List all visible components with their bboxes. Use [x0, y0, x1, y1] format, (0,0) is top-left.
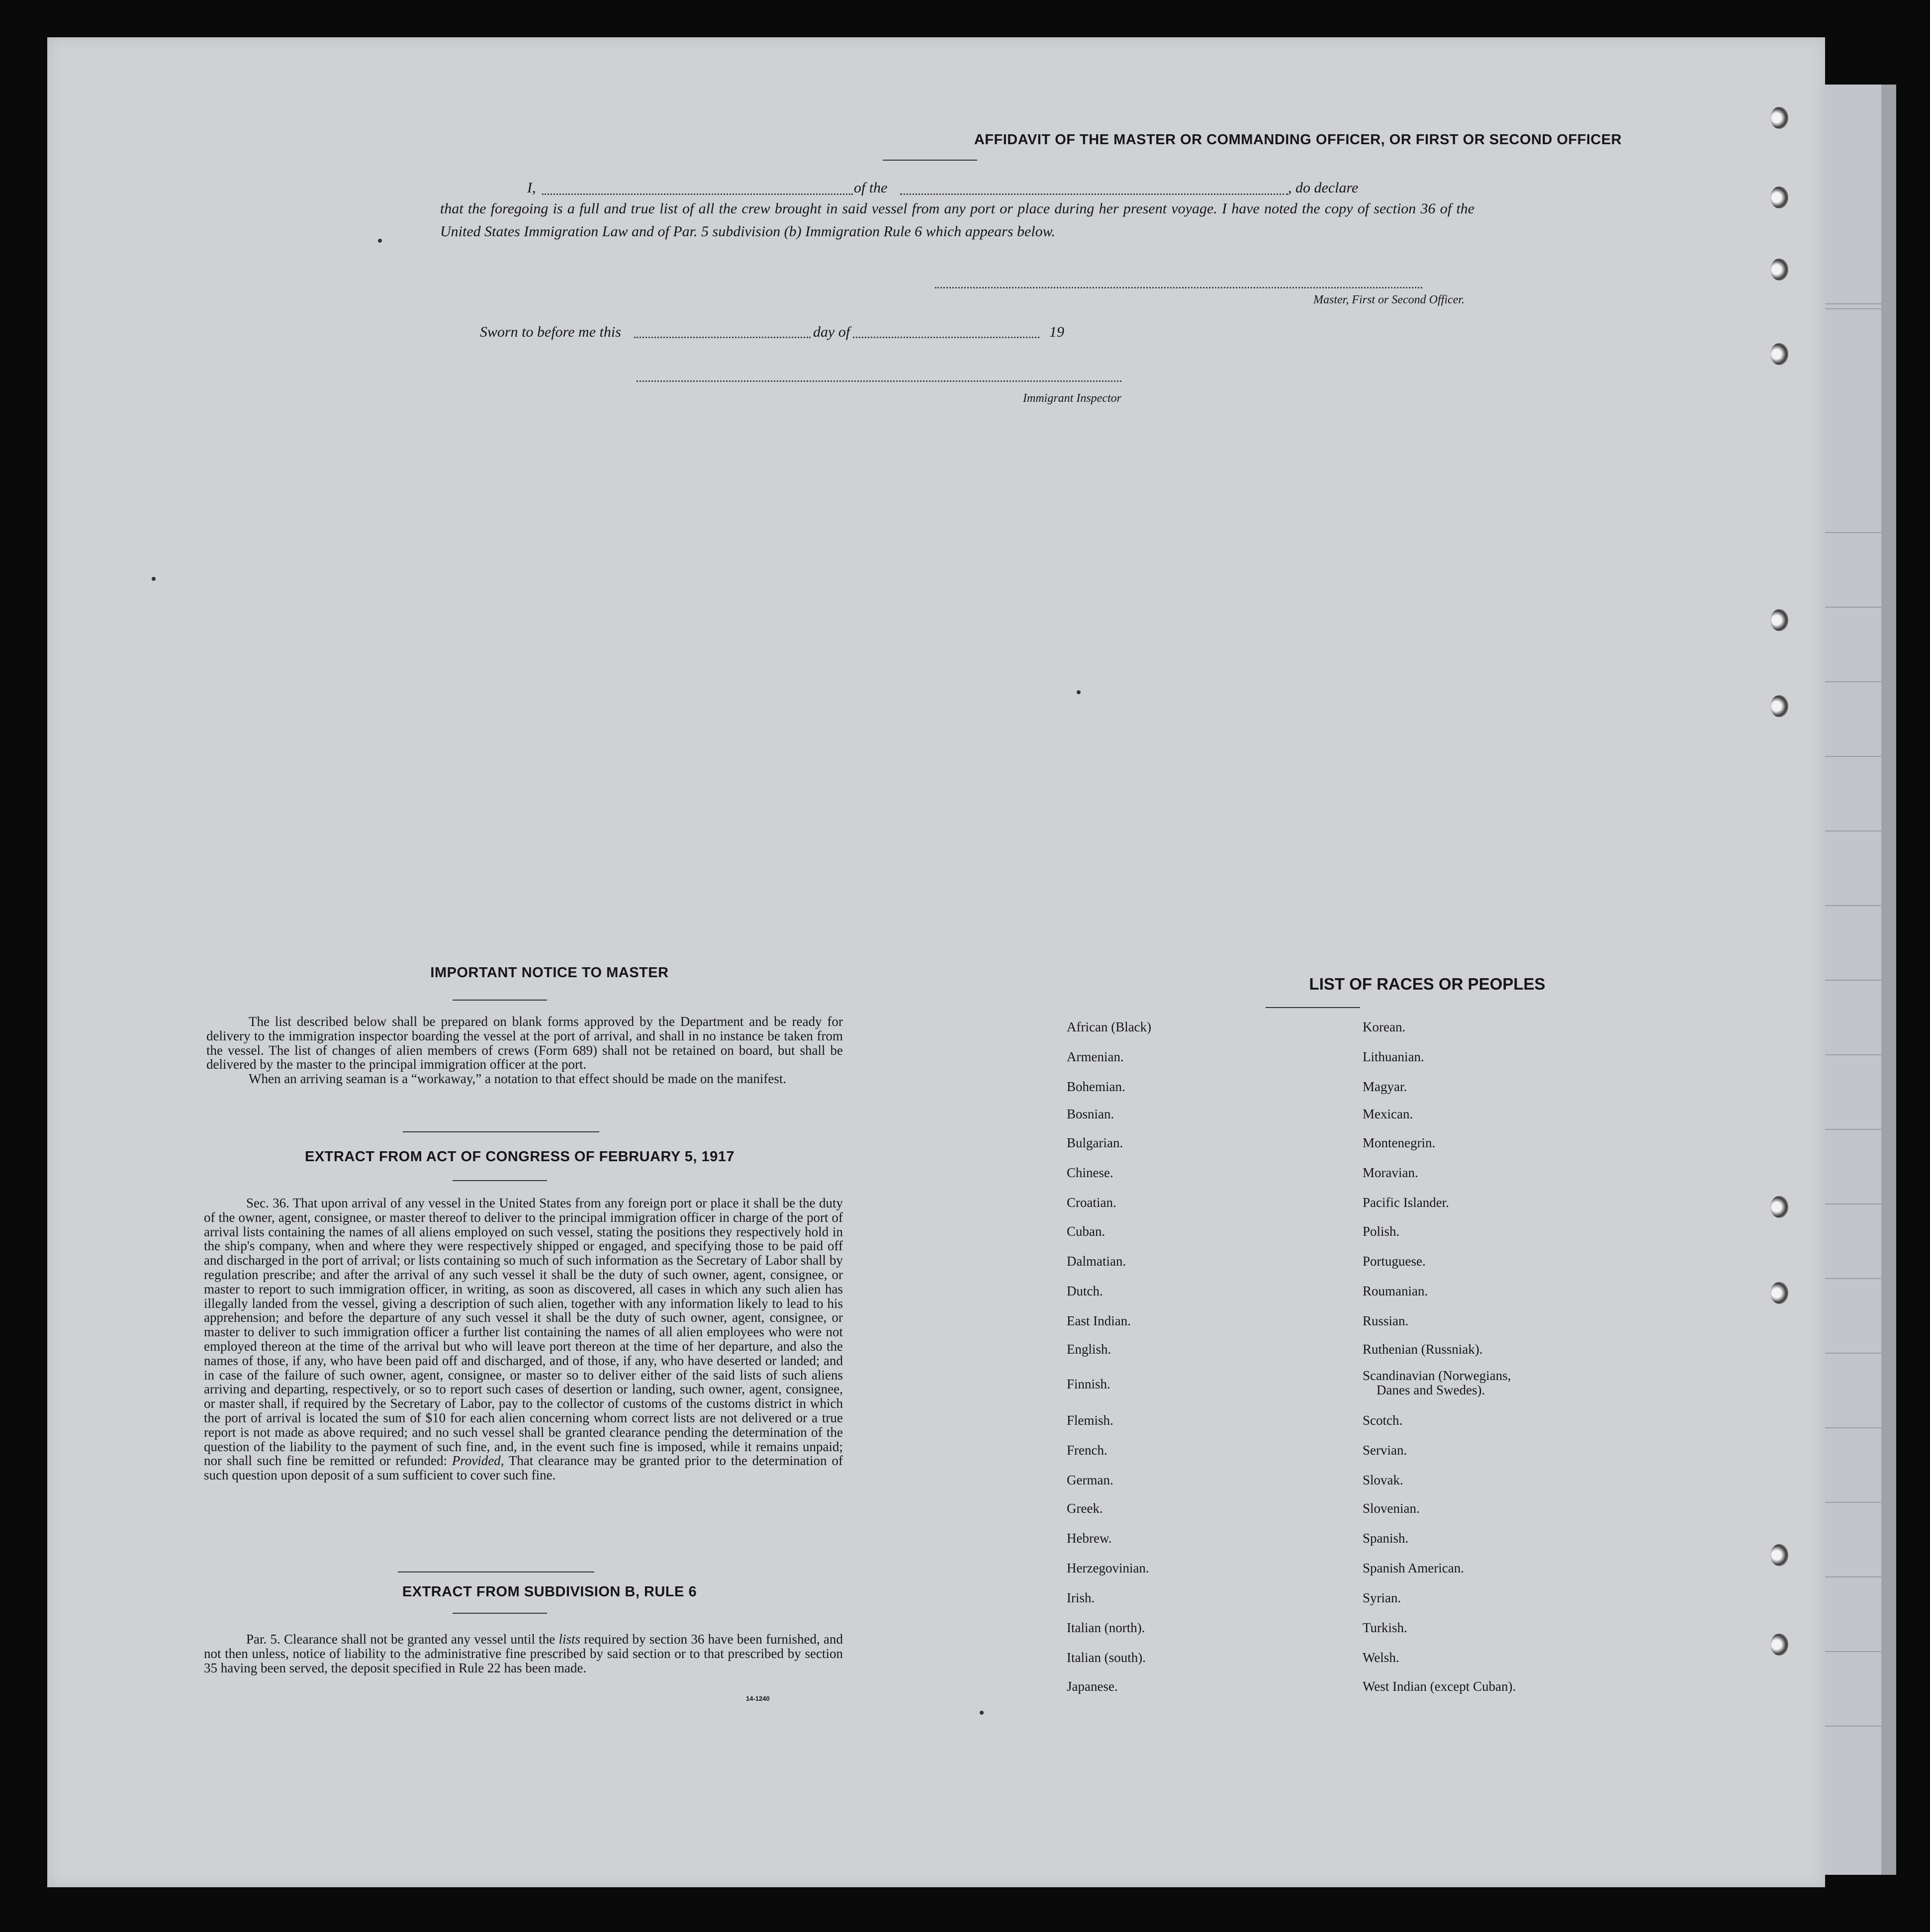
race-item: East Indian. — [1067, 1313, 1131, 1328]
binder-hole — [1770, 695, 1788, 717]
notice-paragraph-2: When an arriving seaman is a “workaway,” a notation to that effect should be made on the manifest. — [249, 1071, 787, 1087]
affidavit-do-declare-label: , do declare — [1288, 180, 1359, 196]
race-item: Servian. — [1363, 1443, 1407, 1458]
race-item: Spanish. — [1363, 1531, 1409, 1546]
race-item: Dutch. — [1067, 1284, 1103, 1298]
affidavit-body: that the foregoing is a full and true list of all the crew brought in said vessel from any port or place during her present voyage. I have noted the copy of section 36 of the United States Immigration Law and of Par. 5 subdivision (b) Immigration Rule 6 which appears below. — [440, 200, 1474, 240]
race-item: Portuguese. — [1363, 1254, 1426, 1269]
races-title-rule — [1266, 1007, 1360, 1008]
race-item: Russian. — [1363, 1313, 1409, 1328]
rule-text-after: required by section 36 have been furnished, and not then unless, notice of liability to the administrative fine prescribed by said section or to that prescribed by section 35 having been served, the deposit specified in Rule 22 has been made. — [204, 1632, 843, 1675]
notice-body — [206, 1014, 843, 1086]
binder-hole — [1770, 1282, 1788, 1304]
divider-rule-2 — [398, 1571, 594, 1572]
race-item: African (Black) — [1067, 1019, 1152, 1034]
affidavit-declaration-line — [440, 177, 1474, 199]
race-item: Bulgarian. — [1067, 1135, 1123, 1150]
race-item: Flemish. — [1067, 1413, 1113, 1428]
race-item: Armenian. — [1067, 1049, 1124, 1064]
sworn-month-field[interactable] — [853, 337, 1039, 338]
inspector-label: Immigrant Inspector — [1023, 392, 1121, 405]
race-item: German. — [1067, 1472, 1113, 1487]
vessel-name-field[interactable] — [900, 193, 1288, 195]
race-item: Italian (north). — [1067, 1620, 1145, 1635]
form-number: 14-1240 — [746, 1695, 770, 1702]
race-item: Spanish American. — [1363, 1561, 1464, 1575]
race-item: Irish. — [1067, 1590, 1095, 1605]
page-speck — [1077, 690, 1081, 694]
rule-extract-title: EXTRACT FROM SUBDIVISION B, RULE 6 — [402, 1584, 697, 1600]
race-item: Mexican. — [1363, 1106, 1413, 1121]
race-item: Dalmatian. — [1067, 1254, 1126, 1269]
race-item: Finnish. — [1067, 1377, 1110, 1391]
rule-extract-body — [204, 1632, 843, 1675]
race-item: Croatian. — [1067, 1195, 1116, 1210]
act-proviso-word: Provided, — [452, 1453, 504, 1469]
divider-rule-1 — [403, 1131, 599, 1132]
sworn-day-field[interactable] — [634, 337, 811, 338]
race-item: Bohemian. — [1067, 1079, 1125, 1094]
act-extract-title-rule — [453, 1180, 547, 1181]
race-item: Montenegrin. — [1363, 1135, 1436, 1150]
binder-hole — [1770, 107, 1788, 129]
race-item: Cuban. — [1067, 1224, 1105, 1239]
master-signature-label: Master, First or Second Officer. — [1313, 293, 1465, 306]
race-item: Chinese. — [1067, 1165, 1113, 1180]
page-speck — [980, 1711, 984, 1715]
act-section-label: Sec. 36. — [246, 1196, 289, 1210]
race-item: Polish. — [1363, 1224, 1400, 1239]
race-item: Ruthenian (Russniak). — [1363, 1342, 1483, 1357]
rule-text-before: Par. 5. Clearance shall not be granted any vessel until the — [246, 1632, 555, 1647]
race-item: Welsh. — [1363, 1650, 1399, 1665]
binder-hole — [1770, 1196, 1788, 1218]
races-title: LIST OF RACES OR PEOPLES — [1309, 975, 1546, 993]
affiant-name-field[interactable] — [542, 193, 853, 195]
affidavit-i-label: I, — [527, 180, 536, 196]
race-item: Korean. — [1363, 1019, 1406, 1034]
binder-hole — [1770, 259, 1788, 280]
race-item: Roumanian. — [1363, 1284, 1428, 1298]
rule-extract-title-rule — [453, 1613, 547, 1614]
sworn-prefix: Sworn to before me this — [480, 324, 621, 340]
race-item: West Indian (except Cuban). — [1363, 1679, 1516, 1694]
notice-title-rule — [453, 1000, 547, 1001]
race-item: Scandinavian (Norwegians, — [1363, 1368, 1511, 1383]
act-extract-title: EXTRACT FROM ACT OF CONGRESS OF FEBRUARY 5, 1917 — [304, 1149, 735, 1165]
binder-hole — [1770, 609, 1788, 631]
race-item: Hebrew. — [1067, 1531, 1112, 1546]
inspector-signature-field[interactable] — [637, 380, 1121, 382]
race-item: Magyar. — [1363, 1079, 1407, 1094]
race-item: French. — [1067, 1443, 1107, 1458]
form-page — [47, 37, 1825, 1887]
act-extract-body — [204, 1196, 843, 1482]
page-speck — [378, 239, 382, 243]
binder-hole — [1770, 186, 1788, 208]
sworn-day-of-label: day of — [813, 324, 850, 340]
rule-paragraph — [204, 1632, 843, 1675]
binder-hole — [1770, 343, 1788, 365]
binder-hole — [1770, 1634, 1788, 1656]
race-item: Greek. — [1067, 1501, 1103, 1516]
race-item: Turkish. — [1363, 1620, 1407, 1635]
race-item: English. — [1067, 1342, 1111, 1357]
act-section-text: That upon arrival of any vessel in the United States from any foreign port or place it shall be the duty of the owner, agent, consignee, or master thereof to deliver to the principal immigration officer in charge of the port of arrival lists containing the names of all aliens employed on such vessel, stating the positions they respectively hold in the ship's company, when and where they were respectively shipped or engaged, and specifying those to be paid off and discharged in the port of arrival; or lists containing so much of such information as the Secretary of Labor shall by regulation prescribe; and after the arrival of any such vessel it shall be the duty of such owner, agent, consignee, or master to report to such immigration officer, in writing, as soon as discovered, all cases in which any such alien has illegally landed from the vessel, giving a description of such alien, together with any information likely to lead to his apprehension; and before the departure of any such vessel it shall be the duty of such owner, agent, consignee, or master to deliver to such immigration officer a further list containing the names of all alien employees who were not employed thereon at the time of the arrival but who will leave port thereon at the time of her departure, and also the names of those, if any, who have been paid off and discharged, and of those, if any, who have deserted or landed; and in case of the failure of such owner, agent, consignee, or master so to deliver either of the said lists of such aliens arriving and departing, respectively, or so to report such cases of desertion or landing, such owner, agent, consignee, or master shall, if required by the Secretary of Labor, pay to the collector of customs of the customs district in which the port of arrival is located the sum of $10 for each alien concerning whom correct lists are not delivered or a true report is not made as above required; and no such vessel shall be granted clearance pending the determination of the question of the liability to the payment of such fine, and, in the event such fine is imposed, while it remains unpaid; nor shall such fine be remitted or refunded: — [204, 1196, 843, 1469]
race-item: Japanese. — [1067, 1679, 1118, 1694]
race-item: Danes and Swedes). — [1377, 1382, 1485, 1397]
race-item: Slovenian. — [1363, 1501, 1420, 1516]
master-signature-field[interactable] — [935, 287, 1422, 288]
race-item: Herzegovinian. — [1067, 1561, 1149, 1575]
notice-title: IMPORTANT NOTICE TO MASTER — [430, 965, 669, 981]
sworn-year-label: 19 — [1049, 324, 1064, 340]
binder-hole — [1770, 1544, 1788, 1566]
rule-text-italic: lists — [558, 1632, 581, 1647]
race-item: Syrian. — [1363, 1590, 1401, 1605]
race-item: Lithuanian. — [1363, 1049, 1424, 1064]
act-proviso-text: That clearance may be granted prior to the determination of such question upon deposit of a sum sufficient to cover such fine. — [204, 1453, 843, 1483]
race-item: Scotch. — [1363, 1413, 1403, 1428]
affidavit-title-rule — [883, 160, 977, 161]
race-item: Moravian. — [1363, 1165, 1418, 1180]
race-item: Italian (south). — [1067, 1650, 1146, 1665]
race-item: Bosnian. — [1067, 1106, 1114, 1121]
race-item: Slovak. — [1363, 1472, 1403, 1487]
page-speck — [152, 577, 156, 581]
notice-paragraph-1: The list described below shall be prepared on blank forms approved by the Department and be ready for delivery to the immigration inspector boarding the vessel at the port of arrival, and shall in no instance be taken from the vessel. The list of changes of alien members of crews (Form 689) shall not be retained on board, but shall be delivered by the master to the principal immigration officer at the port. — [206, 1014, 843, 1072]
sworn-line — [480, 321, 1176, 344]
act-section-36-text — [204, 1196, 843, 1482]
affidavit-of-the-label: of the — [854, 180, 888, 196]
race-item: Pacific Islander. — [1363, 1195, 1449, 1210]
affidavit-title: AFFIDAVIT OF THE MASTER OR COMMANDING OFFICER, OR FIRST OR SECOND OFFICER — [974, 132, 1622, 148]
